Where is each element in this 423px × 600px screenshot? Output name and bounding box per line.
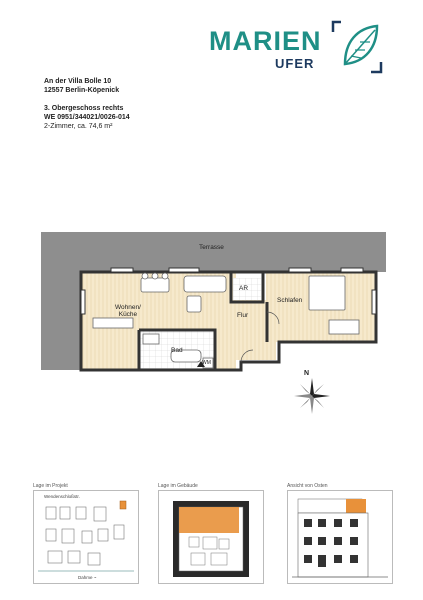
thumb-building-label: Lage im Gebäude [158,483,198,489]
address-street: An der Villa Bolle 10 [44,78,112,85]
terrace-area [41,232,386,272]
address-unit: WE 0951/344021/0026-014 [44,114,130,121]
room-label-living [115,304,141,318]
room-label-bedroom: Schlafen [277,297,303,304]
room-label-ar: AR [239,285,249,292]
thumb-east-view [287,490,393,584]
room-label-terrace: Terrasse [199,244,224,251]
room-label-bath: Bad [171,347,183,354]
building-location-drawing [159,491,263,583]
room-label-living-line2: Küche [118,311,138,318]
east-elevation-drawing [288,491,392,583]
compass [288,368,334,416]
compass-north-label: N [304,370,310,377]
room-label-wm: WM [202,360,211,366]
leaf-logo-icon [331,18,385,76]
site-plan-drawing [34,491,138,583]
thumb-project-label: Lage im Projekt [33,483,68,489]
room-label-living-line1: Wohnen/ [115,304,141,311]
address-block [44,77,130,131]
compass-rose-icon [292,376,332,416]
thumb-project [33,490,139,584]
brand-name: MARIEN [209,26,322,56]
thumb-building [158,490,264,584]
thumb-street-bottom: Dahme ~ [78,575,97,580]
brand-logo [205,18,390,78]
floor-plan [41,230,386,380]
room-label-hall: Flur [237,312,249,319]
address-floor: 3. Obergeschoss rechts [44,105,124,112]
brand-subname: UFER [275,56,315,71]
thumb-street-top: Wendenschloßstr. [44,494,80,499]
thumb-east-label: Ansicht von Osten [287,483,328,489]
address-size: 2-Zimmer, ca. 74,6 m² [44,123,113,130]
address-city: 12557 Berlin-Köpenick [44,87,120,94]
floor-plan-drawing [41,230,386,380]
